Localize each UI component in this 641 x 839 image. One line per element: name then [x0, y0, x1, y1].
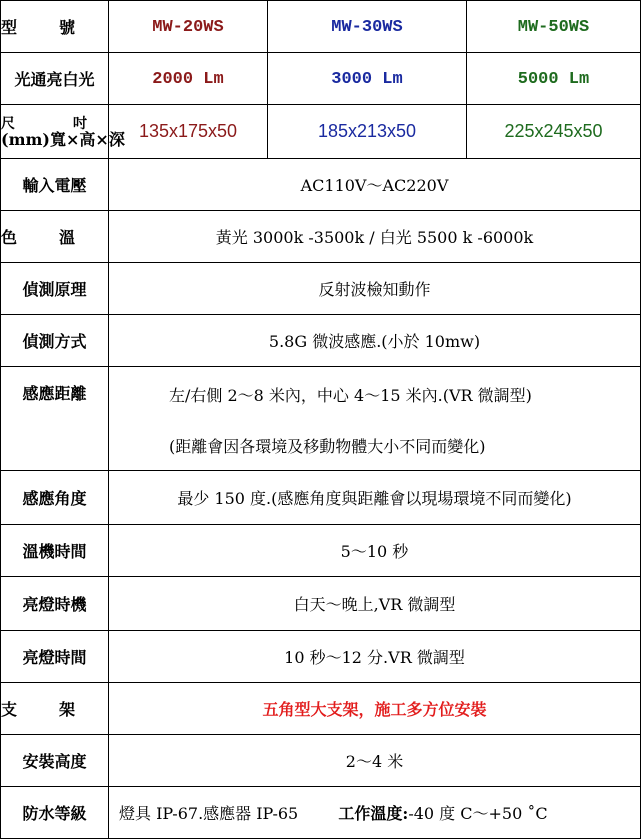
value-angle: 最少 150 度.(感應角度與距離會以現場環境不同而變化) [109, 471, 641, 525]
row-voltage [1, 159, 641, 211]
value-voltage: AC110V～AC220V [109, 159, 641, 211]
value-light-timing: 白天～晚上,VR 微調型 [109, 577, 641, 631]
size-3: 225x245x50 [467, 105, 641, 159]
label-method: 偵測方式 [1, 315, 109, 367]
value-color-temp: 黃光 3000k -3500k / 白光 5500 k -6000k [109, 211, 641, 263]
label-size: 尺 吋 (mm)寬×高×深 [1, 105, 109, 159]
operating-temp-label: 工作溫度: [338, 804, 409, 823]
label-light-duration: 亮燈時間 [1, 631, 109, 683]
label-mount: 支 架 [1, 683, 109, 735]
value-principle: 反射波檢知動作 [109, 263, 641, 315]
label-angle: 感應角度 [1, 471, 109, 525]
label-model: 型 號 [1, 1, 109, 53]
row-model [1, 1, 641, 53]
distance-line-1: 左/右側 2～8 米內，中心 4～15 米內.(VR 微調型) [169, 386, 532, 405]
row-waterproof [1, 787, 641, 839]
row-mount [1, 683, 641, 735]
value-method: 5.8G 微波感應.(小於 10mw) [109, 315, 641, 367]
row-principle [1, 263, 641, 315]
lumen-3: 5000 Lm [467, 53, 641, 105]
value-warmup: 5～10 秒 [109, 525, 641, 577]
model-2: MW-30WS [268, 1, 467, 53]
row-color-temp [1, 211, 641, 263]
waterproof-rating: 燈具 IP-67.感應器 IP-65 [119, 804, 299, 823]
label-waterproof: 防水等級 [1, 787, 109, 839]
model-1: MW-20WS [109, 1, 268, 53]
row-distance [1, 367, 641, 471]
model-3: MW-50WS [467, 1, 641, 53]
operating-temp-value: -40 度 C～+50 ˚C [408, 804, 548, 823]
size-2: 185x213x50 [268, 105, 467, 159]
label-size-unit: (mm)寬×高×深 [1, 129, 125, 149]
lumen-1: 2000 Lm [109, 53, 268, 105]
row-light-timing [1, 577, 641, 631]
value-install-height: 2～4 米 [109, 735, 641, 787]
label-install-height: 安裝高度 [1, 735, 109, 787]
row-method [1, 315, 641, 367]
label-distance: 感應距離 [1, 367, 109, 471]
value-waterproof [109, 787, 641, 839]
row-light-duration [1, 631, 641, 683]
label-lumen: 光通亮白光 [1, 53, 109, 105]
value-mount: 五角型大支架，施工多方位安裝 [109, 683, 641, 735]
value-distance [109, 367, 641, 471]
row-size [1, 105, 641, 159]
row-lumen [1, 53, 641, 105]
distance-line-2: (距離會因各環境及移動物體大小不同而變化) [169, 437, 486, 456]
label-principle: 偵測原理 [1, 263, 109, 315]
row-angle [1, 471, 641, 525]
lumen-2: 3000 Lm [268, 53, 467, 105]
label-light-timing: 亮燈時機 [1, 577, 109, 631]
label-color-temp: 色 溫 [1, 211, 109, 263]
label-voltage: 輸入電壓 [1, 159, 109, 211]
label-warmup: 溫機時間 [1, 525, 109, 577]
size-1: 135x175x50 [109, 105, 268, 159]
value-light-duration: 10 秒～12 分.VR 微調型 [109, 631, 641, 683]
row-install-height [1, 735, 641, 787]
row-warmup [1, 525, 641, 577]
